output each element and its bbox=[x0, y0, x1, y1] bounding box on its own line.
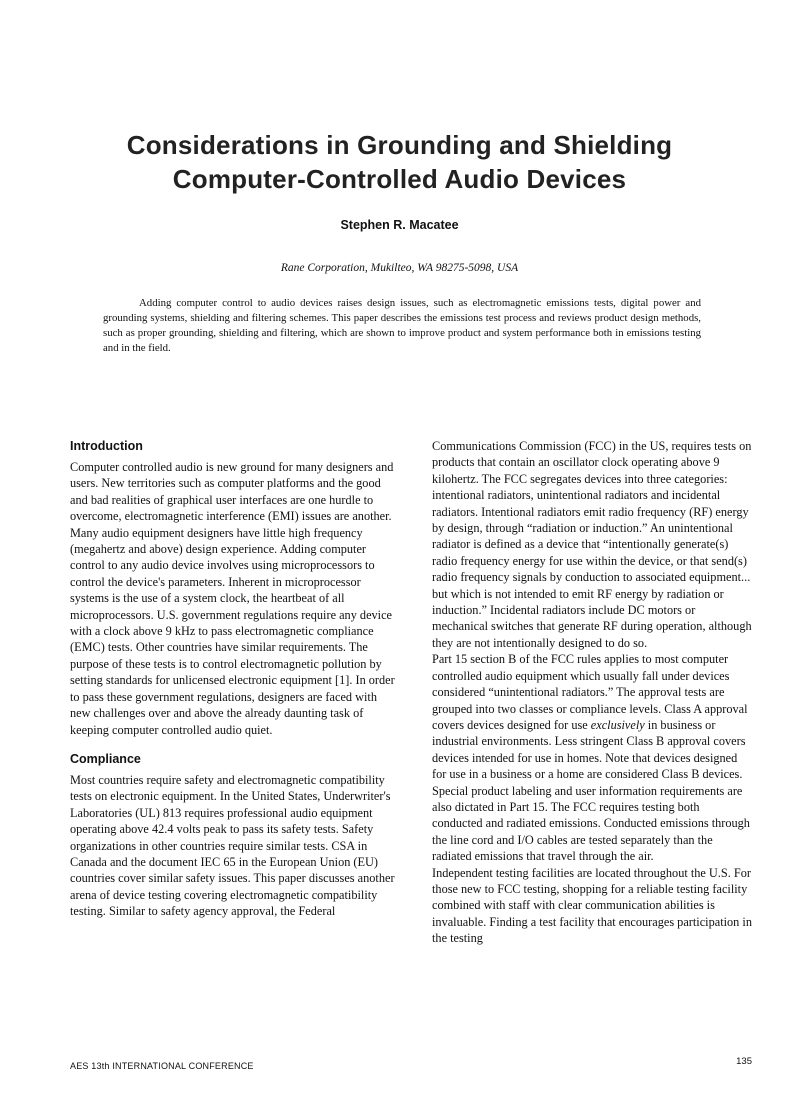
introduction-body: Computer controlled audio is new ground for many designers and users. New territories such as computer platforms and the good and bad realities of graphical user interfaces are one hurdle to overcome, electromagnetic interference (EMI) issues are another. Many audio equipment designers have little high frequency (megahertz and above) design experience. Adding computer control to any audio device involves using microprocessors to control the device's parameters. Inherent in microprocessor systems is the use of a system clock, the heartbeat of all microprocessors. U.S. government regulations require any device with a clock above 9 kHz to pass electromagnetic compliance (EMC) tests. Other countries have similar requirements. The purpose of these tests is to control electromagnetic pollution by setting standards for unlicensed electronic equipment [1]. In order to pass these government regulations, designers are faced with new challenges over and above the already daunting task of keeping computer controlled audio quiet. bbox=[70, 460, 395, 737]
fcc-paragraph: Communications Commission (FCC) in the US, requires tests on products that contain an oscillator clock operating above 9 kilohertz. The FCC segregates devices into three categories: intentional radiators, unintentional radiators and incidental radiators. Intentional radiators emit radio frequency (RF) energy by design, through “radiation or induction.” An unintentional radiator is defined as a device that “intentionally generate(s) radio frequency energy for use within the device, or that send(s) radio frequency signals by conduction to associated equipment... but which is not intended to emit RF energy by radiation or induction.” Incidental radiators include DC motors or mechanical switches that generate RF during operation, although they are not intentionally designed to do so. bbox=[432, 439, 752, 650]
compliance-heading: Compliance bbox=[70, 751, 141, 766]
introduction-heading: Introduction bbox=[70, 439, 143, 453]
compliance-body: Most countries require safety and electromagnetic compatibility tests on electronic equipment. In the United States, Underwriter's Laboratories (UL) 813 requires professional audio equipment operating above 42.4 volts peak to pass its safety tests. Safety organizations in other countries require similar tests. CSA in Canada and the document IEC 65 in the European Union (EU) countries cover similar safety issues. This paper discusses another arena of device testing covering electromagnetic compatibility testing. Similar to safety agency approval, the Federal bbox=[70, 772, 395, 919]
left-column bbox=[70, 438, 395, 920]
paper-title bbox=[0, 128, 799, 196]
conference-footer: AES 13th INTERNATIONAL CONFERENCE bbox=[70, 1061, 254, 1071]
author-affiliation: Rane Corporation, Mukilteo, WA 98275-5098, USA bbox=[280, 262, 519, 274]
testing-facilities-paragraph: Independent testing facilities are located throughout the U.S. For those new to FCC testing, shopping for a reliable testing facility combined with staff with clear communication abilities is invaluable. Finding a test facility that encourages participation in the testing bbox=[432, 865, 752, 946]
part15-text-b: in business or industrial environments. Less stringent Class B approval covers devices intended for use in homes. Note that devices designed for use in a business or a home are considered Class B devices. Special product labeling and user information requirements are also dictated in Part 15. The FCC requires testing both conducted and radiated emissions. Conducted emissions through the line cord and I/O cables are tested separately than the radiated emissions that travel through the air. bbox=[432, 717, 750, 864]
part15-emphasis: exclusively bbox=[590, 717, 645, 732]
part15-text-a: Part 15 section B of the FCC rules applies to most computer controlled audio equipment which usually fall under devices considered “unintentional radiators.” The approval tests are grouped into two classes or compliance levels. Class A approval covers devices designed for use bbox=[432, 652, 748, 732]
author-name: Stephen R. Macatee bbox=[340, 218, 459, 232]
part15-paragraph bbox=[432, 651, 752, 864]
abstract: Adding computer control to audio devices raises design issues, such as electromagnetic emissions tests, digital power and grounding systems, shielding and filtering schemes. This paper describes the emissions test process and reviews product design methods, such as proper grounding, shielding and filtering, which are shown to improve product and system performance both in emissions testing and in the field. bbox=[103, 297, 701, 354]
title-line-2: Computer-Controlled Audio Devices bbox=[172, 164, 627, 194]
page-number: 135 bbox=[736, 1056, 752, 1067]
title-line-1: Considerations in Grounding and Shielding bbox=[126, 130, 673, 160]
right-column bbox=[432, 438, 752, 947]
